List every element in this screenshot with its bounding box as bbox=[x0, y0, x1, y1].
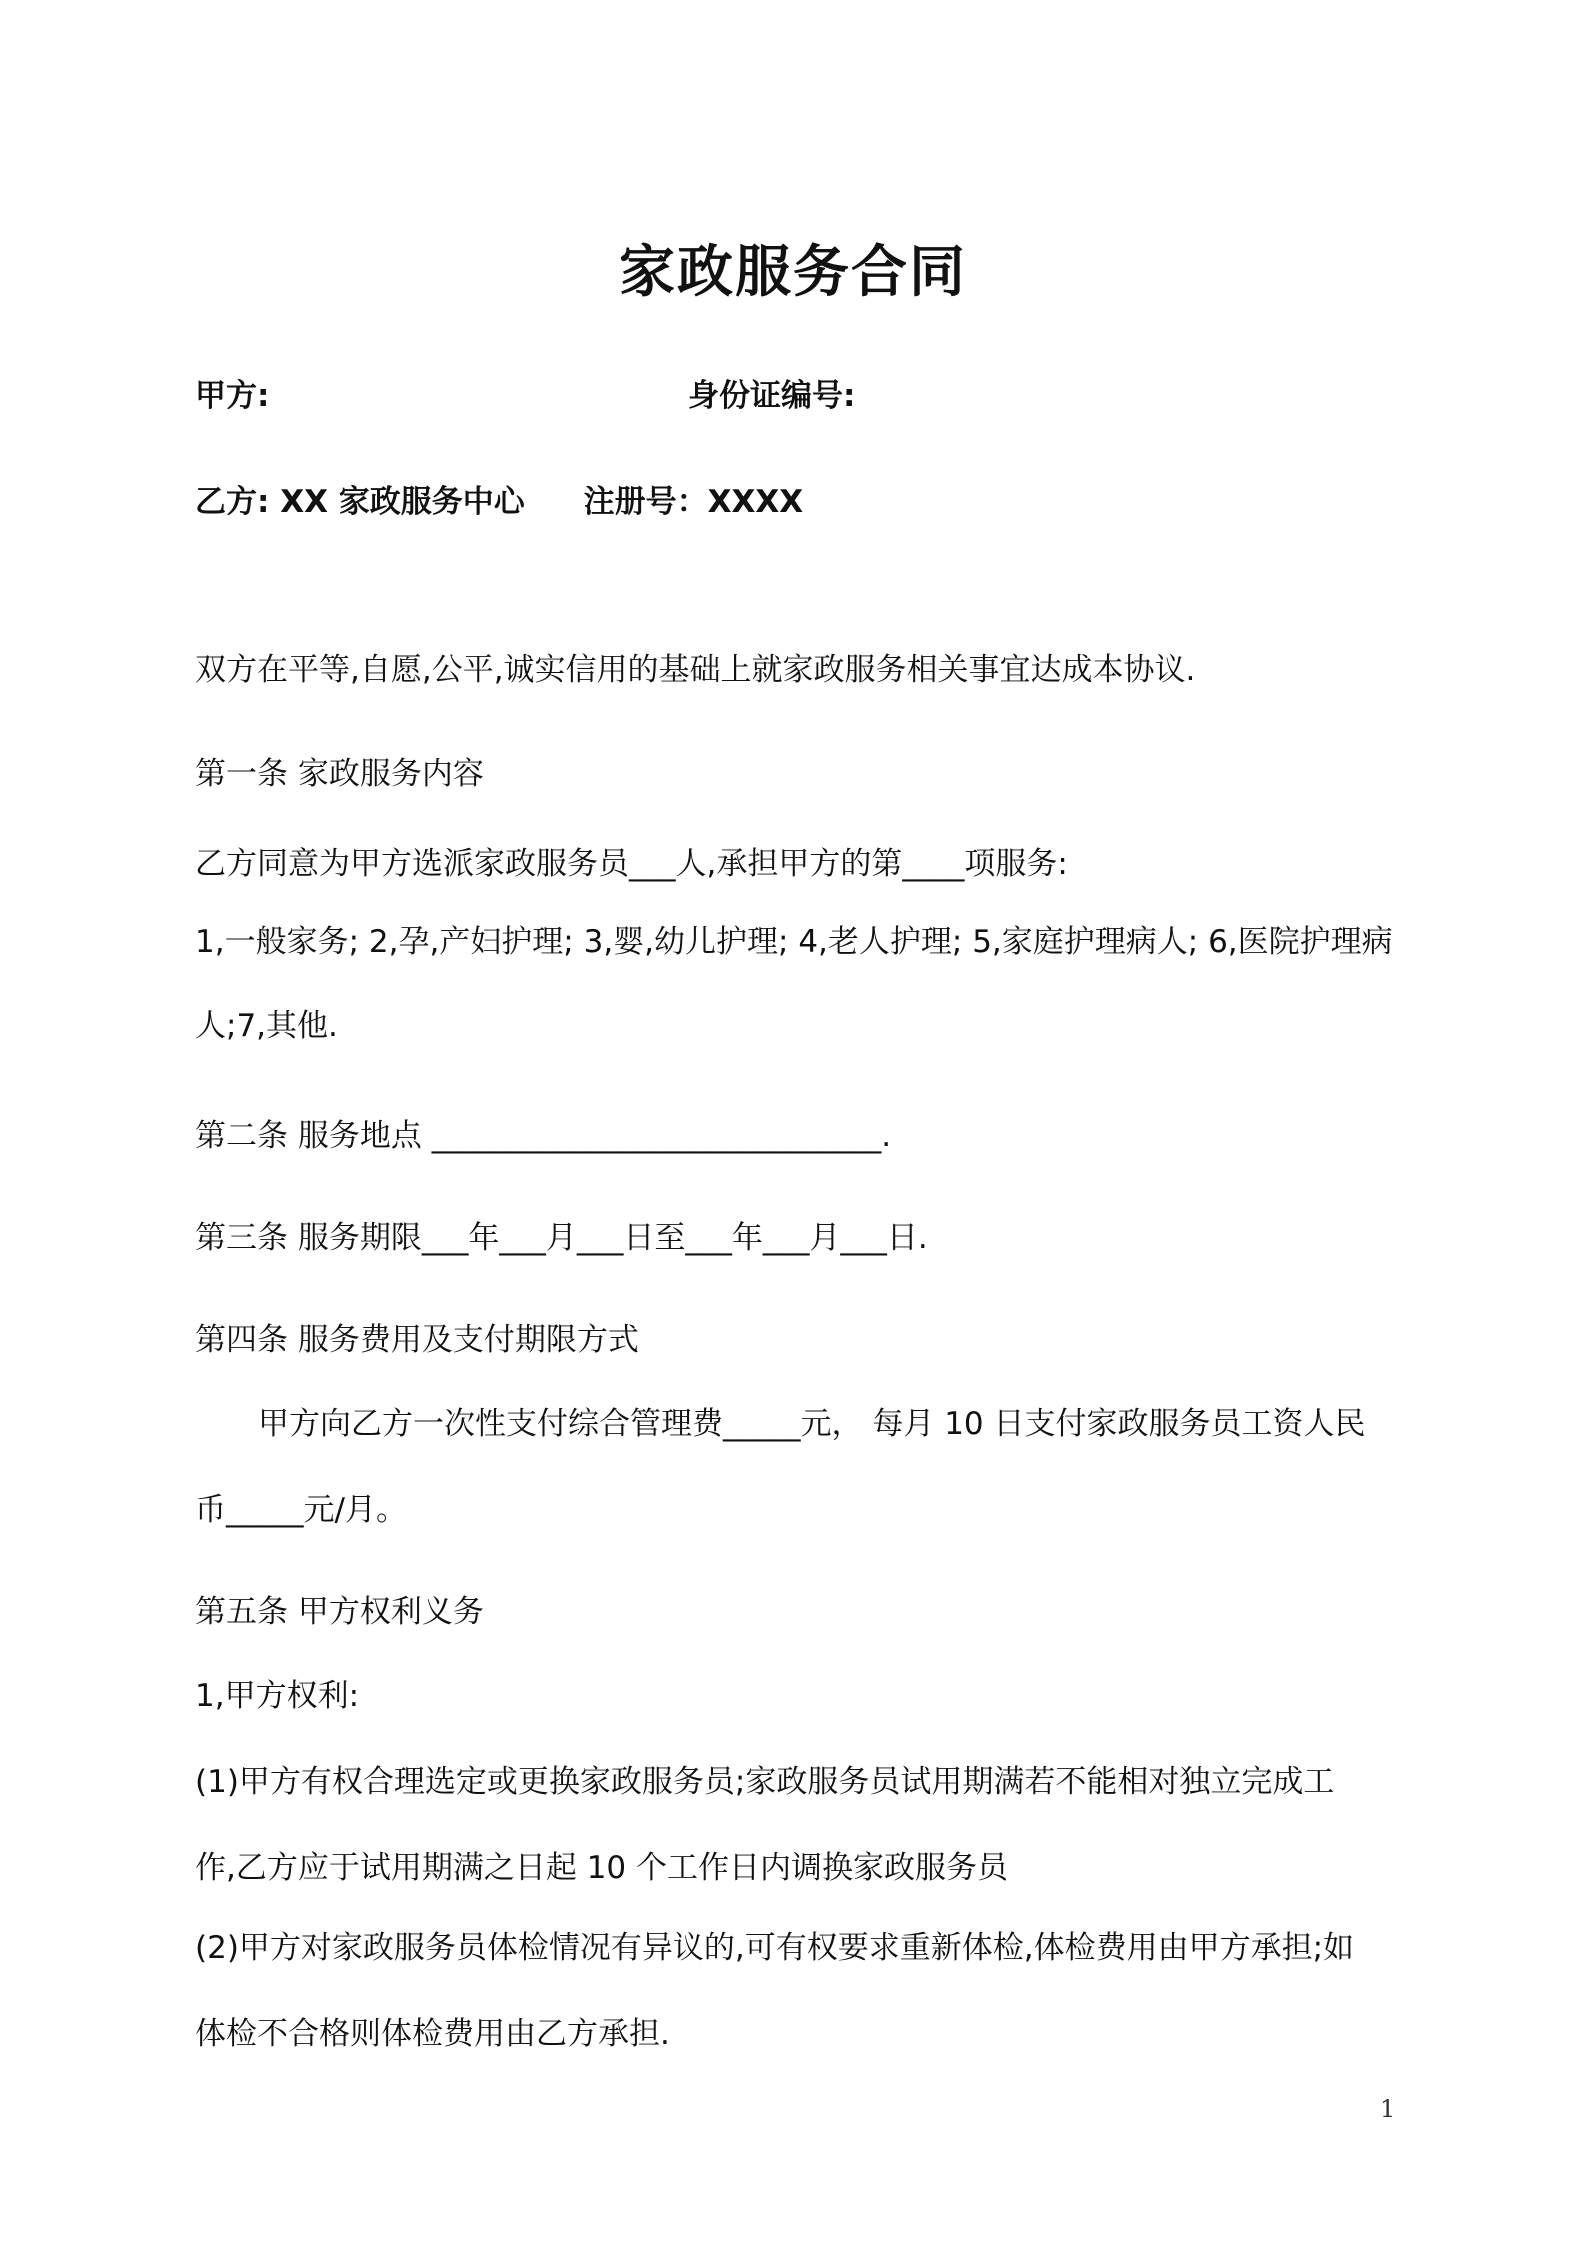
party-a-label: 甲方: bbox=[195, 378, 270, 414]
document-title: 家政服务合同 bbox=[619, 240, 967, 305]
article5-item1-line1: (1)甲方有权合理选定或更换家政服务员;家政服务员试用期满若不能相对独立完成工 bbox=[195, 1764, 1335, 1800]
article1-line2: 1,一般家务; 2,孕,产妇护理; 3,婴,幼儿护理; 4,老人护理; 5,家庭护理病人; 6,医院护理病 bbox=[195, 924, 1393, 960]
article4-heading: 第四条 服务费用及支付期限方式 bbox=[195, 1322, 639, 1358]
article5-rights: 1,甲方权利: bbox=[195, 1678, 360, 1714]
article1-line1: 乙方同意为甲方选派家政服务员___人,承担甲方的第____项服务: bbox=[195, 846, 1068, 882]
article1-heading: 第一条 家政服务内容 bbox=[195, 756, 484, 792]
id-number-label: 身份证编号: bbox=[688, 378, 856, 414]
article1-line3: 人;7,其他. bbox=[195, 1008, 338, 1044]
article5-item1-line2: 作,乙方应于试用期满之日起 10 个工作日内调换家政服务员 bbox=[195, 1850, 1009, 1886]
article5-item2-line2: 体检不合格则体检费用由乙方承担. bbox=[195, 2016, 670, 2052]
article5-heading: 第五条 甲方权利义务 bbox=[195, 1594, 484, 1630]
page-number: 1 bbox=[1380, 2095, 1396, 2123]
party-b: 乙方: XX 家政服务中心 bbox=[195, 484, 525, 520]
article4-line1: 甲方向乙方一次性支付综合管理费_____元， 每月 10 日支付家政服务员工资人民 bbox=[258, 1406, 1366, 1442]
preamble: 双方在平等,自愿,公平,诚实信用的基础上就家政服务相关事宜达成本协议. bbox=[195, 652, 1196, 688]
registration: 注册号：XXXX bbox=[583, 484, 804, 520]
article5-item2-line1: (2)甲方对家政服务员体检情况有异议的,可有权要求重新体检,体检费用由甲方承担;如 bbox=[195, 1930, 1355, 1966]
article3: 第三条 服务期限___年___月___日至___年___月___日. bbox=[195, 1220, 928, 1256]
party-b-line bbox=[195, 482, 803, 522]
article2: 第二条 服务地点 _____________________________. bbox=[195, 1118, 892, 1154]
article4-line2: 币_____元/月。 bbox=[195, 1492, 407, 1528]
